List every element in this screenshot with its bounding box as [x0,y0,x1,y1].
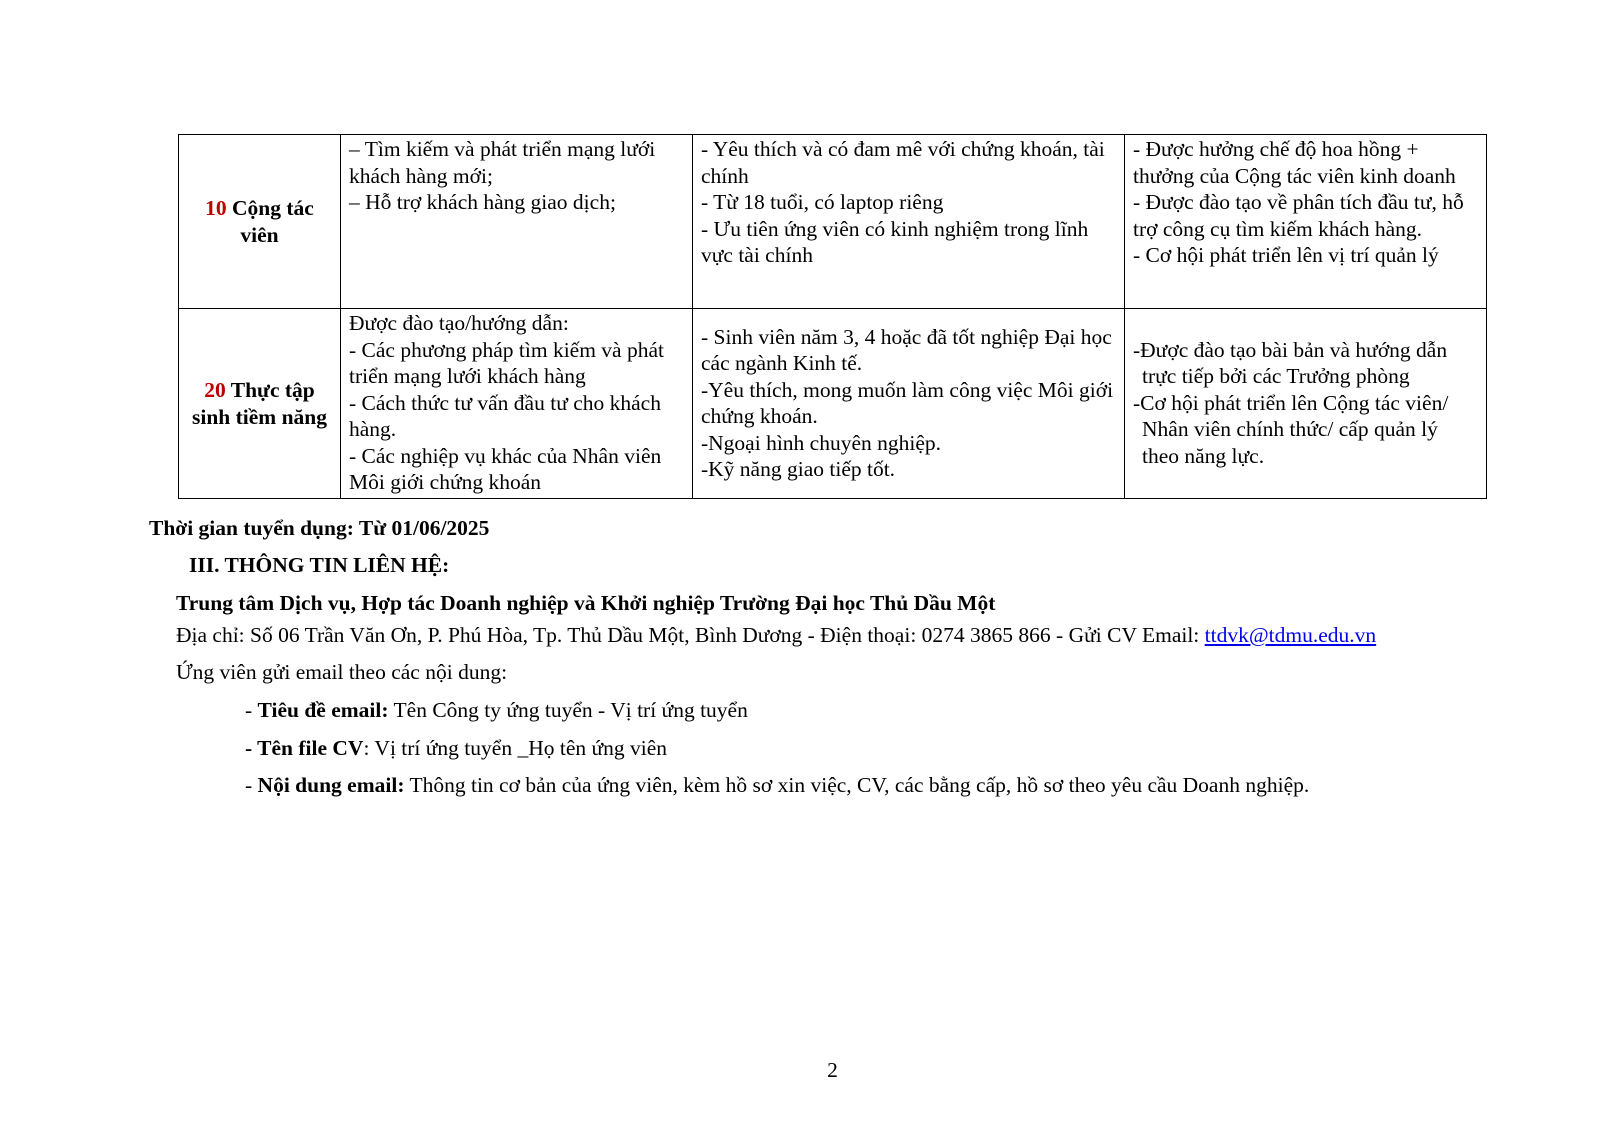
benefit-line: -Được đào tạo bài bản và hướng dẫn [1133,337,1448,362]
item-label: - Tên file CV [245,736,364,760]
email-intro: Ứng viên gửi email theo các nội dung: [176,660,508,684]
requirement-line: - Ưu tiên ứng viên có kinh nghiệm trong lĩnh vực tài chính [701,216,1089,267]
duty-line: – Tìm kiếm và phát triển mạng lưới khách hàng mới; [349,137,656,188]
benefits-cell [1125,309,1487,499]
item-prefix: - [245,698,258,722]
item-text: Thông tin cơ bản của ứng viên, kèm hồ sơ xin việc, CV, các bằng cấp, hồ sơ theo yêu cầu Doanh nghiệp. [404,773,1310,797]
duty-line: - Các phương pháp tìm kiếm và phát triển mạng lưới khách hàng [349,337,664,388]
position-cell [179,135,341,309]
page-number: 2 [827,1058,838,1082]
email-item-subject [245,698,748,723]
duty-line: – Hỗ trợ khách hàng giao dịch; [349,190,616,214]
job-quantity: 10 [205,196,227,220]
benefit-line-continued: trực tiếp bởi các Trưởng phòng [1142,364,1410,389]
position-cell [179,309,341,499]
table-row [179,309,1487,499]
duty-line: Được đào tạo/hướng dẫn: [349,311,569,335]
requirement-line: -Yêu thích, mong muốn làm công việc Môi giới chứng khoán. [701,377,1114,428]
requirements-cell [693,309,1125,499]
duty-line: - Các nghiệp vụ khác của Nhân viên Môi giới chứng khoán [349,443,662,494]
item-label: Nội dung email: [257,773,405,797]
recruitment-time: Thời gian tuyển dụng: Từ 01/06/2025 [149,516,490,540]
requirement-line: -Kỹ năng giao tiếp tốt. [701,457,896,481]
benefit-line: - Cơ hội phát triển lên vị trí quản lý [1133,243,1439,267]
email-item-filename [245,736,667,761]
benefit-line: - Được đào tạo về phân tích đầu tư, hỗ trợ công cụ tìm kiếm khách hàng. [1133,190,1464,241]
contact-address [176,623,1376,648]
requirement-line: - Sinh viên năm 3, 4 hoặc đã tốt nghiệp Đại học các ngành Kinh tế. [701,324,1112,375]
duties-cell [341,135,693,309]
email-link[interactable]: ttdvk@tdmu.edu.vn [1204,623,1377,647]
requirement-line: - Từ 18 tuổi, có laptop riêng [701,190,944,214]
center-name: Trung tâm Dịch vụ, Hợp tác Doanh nghiệp và Khởi nghiệp Trường Đại học Thủ Dầu Một [176,591,996,615]
benefit-line: -Cơ hội phát triển lên Cộng tác viên/ [1133,390,1449,415]
benefit-line: - Được hưởng chế độ hoa hồng + thưởng của Cộng tác viên kinh doanh [1133,137,1456,188]
job-quantity: 20 [204,378,226,402]
item-prefix: - [245,773,258,797]
job-position: Cộng tác viên [232,196,314,247]
email-item-content [245,773,1309,798]
item-text: : Vị trí ứng tuyển _Họ tên ứng viên [363,736,668,760]
duty-line: - Cách thức tư vấn đầu tư cho khách hàng. [349,390,661,441]
job-position: Thực tập sinh tiềm năng [191,378,327,429]
duties-cell [341,309,693,499]
requirement-line: - Yêu thích và có đam mê với chứng khoán, tài chính [701,137,1105,188]
job-table [178,134,1487,499]
benefits-cell [1125,135,1487,309]
contact-heading: III. THÔNG TIN LIÊN HỆ: [189,553,450,577]
requirements-cell [693,135,1125,309]
table-row [179,135,1487,309]
requirement-line: -Ngoại hình chuyên nghiệp. [701,430,942,455]
item-label: Tiêu đề email: [257,698,389,722]
benefit-line-continued: Nhân viên chính thức/ cấp quản lý theo năng lực. [1142,417,1438,468]
address-text: Địa chỉ: Số 06 Trần Văn Ơn, P. Phú Hòa, Tp. Thủ Dầu Một, Bình Dương - Điện thoại: 0274 3865 866 - Gửi CV Email: [176,623,1205,647]
item-text: Tên Công ty ứng tuyển - Vị trí ứng tuyển [388,698,748,722]
